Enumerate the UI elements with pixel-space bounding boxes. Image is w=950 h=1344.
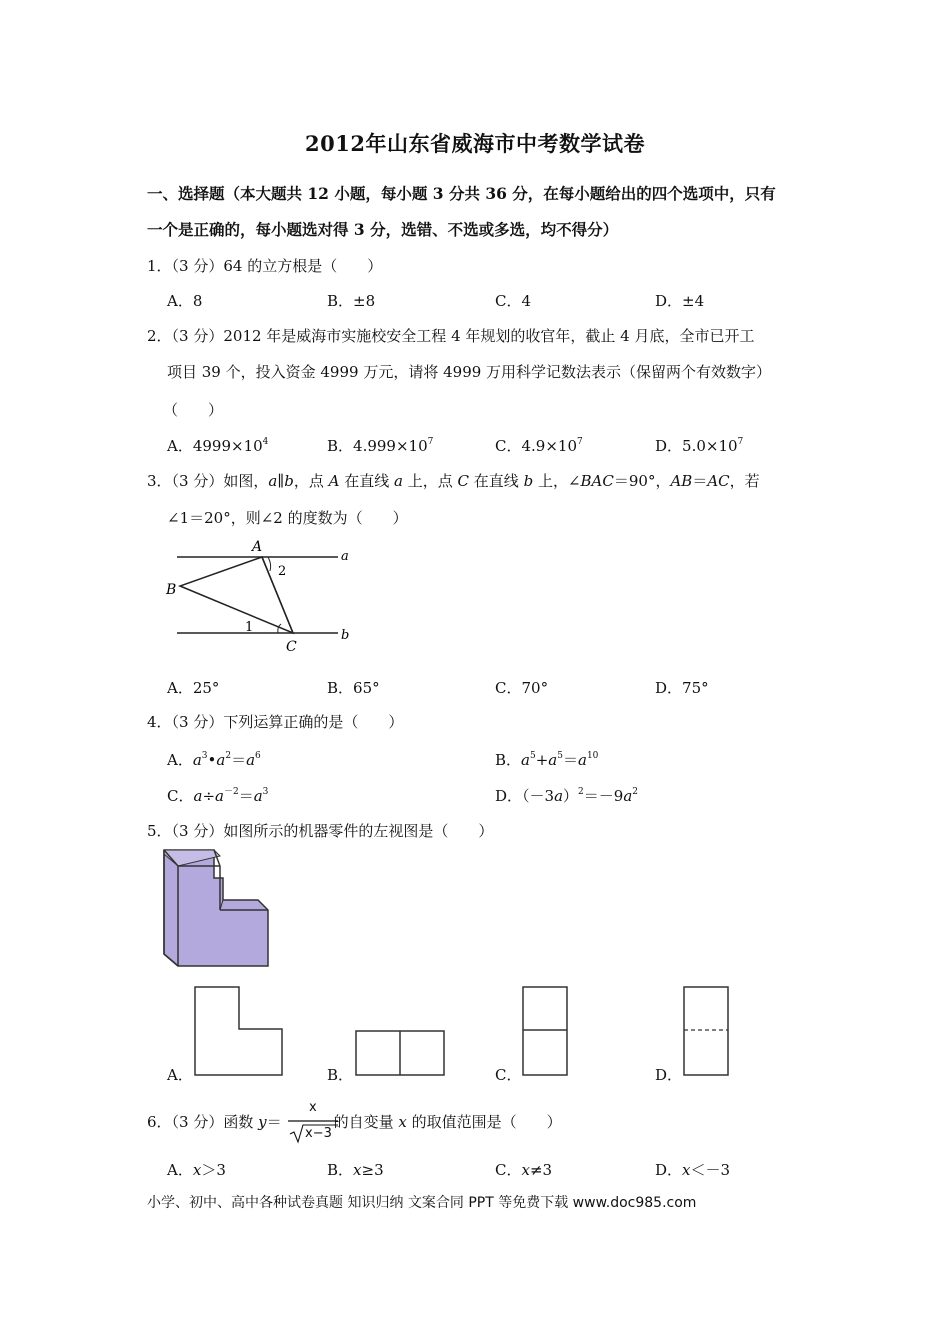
- q5-option-c-label: C．: [495, 1066, 522, 1084]
- q5-option-b-label: B．: [327, 1066, 354, 1084]
- q6-stem: 6．（3 分）函数 y＝ 的自变量 x 的取值范围是（ ）: [147, 1113, 562, 1131]
- label-angle-1: 1: [245, 620, 254, 635]
- q3-option-d: D．75°: [655, 679, 709, 697]
- q2-stem-line1: 2．（3 分）2012 年是威海市实施校安全工程 4 年规划的收官年，截止 4 月底，全市已开工: [147, 327, 755, 345]
- q5-option-c-figure: [522, 986, 570, 1078]
- section-heading-line1: 一、选择题（本大题共 12 小题，每小题 3 分共 36 分，在每小题给出的四个选项中，只有: [147, 184, 776, 203]
- page-title: 2012年山东省威海市中考数学试卷: [305, 131, 645, 156]
- q3-stem-line1: 3．（3 分）如图，a∥b，点 A 在直线 a 上，点 C 在直线 b 上，∠BAC＝90°，AB＝AC，若: [147, 472, 760, 490]
- q2-stem-line3: （ ）: [163, 401, 224, 419]
- q1-option-d: D．±4: [655, 292, 705, 310]
- q3-option-c: C．70°: [495, 679, 549, 697]
- label-angle-2: 2: [278, 564, 287, 579]
- q5-machine-part-figure: [160, 850, 275, 970]
- q2-option-c: C．$4.9\times 10^7$: [495, 437, 583, 455]
- q5-stem: 5．（3 分）如图所示的机器零件的左视图是（ ）: [147, 822, 494, 840]
- q6-option-c: C．x≠3: [495, 1161, 553, 1179]
- label-c-point: C: [286, 639, 297, 655]
- q4-option-c: C．$a\div a^{-2}=a^3$: [167, 787, 269, 805]
- q2-stem-line2: 项目 39 个，投入资金 4999 万元，请将 4999 万用科学记数法表示（保留两个有效数字）: [167, 363, 772, 381]
- q3-stem-line2: ∠1＝20°，则∠2 的度数为（ ）: [167, 509, 408, 527]
- q2-option-d: D．$5.0\times 10^7$: [655, 437, 744, 455]
- q3-option-a: A．25°: [167, 679, 220, 697]
- q4-option-b: B．$a^5+a^5=a^{10}$: [495, 751, 599, 769]
- q1-stem: 1．（3 分）64 的立方根是（ ）: [147, 257, 383, 275]
- section-heading-line2: 一个是正确的，每小题选对得 3 分，选错、不选或多选，均不得分）: [147, 220, 619, 239]
- fraction-numerator: x: [309, 1100, 317, 1115]
- q2-option-a: A．$4999\times 10^4$: [167, 437, 269, 455]
- q3-option-b: B．65°: [327, 679, 380, 697]
- label-line-a: a: [341, 549, 349, 564]
- q5-option-a-label: A．: [167, 1066, 193, 1084]
- q4-stem: 4．（3 分）下列运算正确的是（ ）: [147, 713, 404, 731]
- q2-option-b: B．$4.999\times 10^7$: [327, 437, 434, 455]
- q1-option-a: A．8: [167, 292, 203, 310]
- q4-option-d: D．$(-3a)^2=-9a^2$: [495, 787, 639, 805]
- q5-option-d-label: D．: [655, 1066, 683, 1084]
- q6-fraction: [288, 1100, 338, 1144]
- q3-parallel-lines-figure: [160, 536, 360, 656]
- fraction-denominator: x−3: [305, 1126, 332, 1141]
- q1-option-b: B．±8: [327, 292, 376, 310]
- q1-option-c: C．4: [495, 292, 532, 310]
- q5-option-b-figure: [355, 1030, 447, 1078]
- q4-option-a: A．$a^3•a^2=a^6$: [167, 751, 261, 769]
- q6-option-b: B．x≥3: [327, 1161, 384, 1179]
- q6-option-d: D．x＜－3: [655, 1161, 731, 1179]
- q5-option-a-figure: [194, 986, 284, 1078]
- q5-option-d-figure: [683, 986, 731, 1078]
- label-b-point: B: [166, 582, 177, 598]
- label-line-b: b: [341, 628, 350, 643]
- q6-option-a: A．x＞3: [167, 1161, 226, 1179]
- footer-text: 小学、初中、高中各种试卷真题 知识归纳 文案合同 PPT 等免费下载 www.doc985.com: [147, 1195, 697, 1211]
- label-a-point: A: [252, 539, 263, 555]
